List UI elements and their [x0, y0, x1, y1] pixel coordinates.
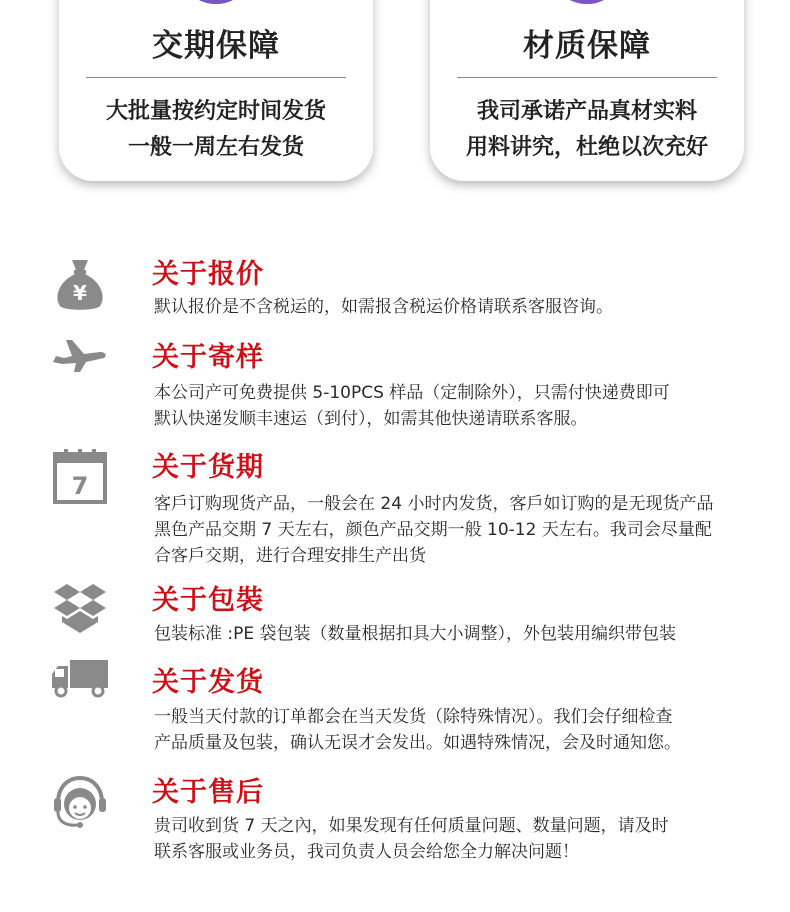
card-divider [457, 77, 717, 78]
calendar-icon [50, 446, 110, 506]
section-title: 关于包裝 [152, 585, 264, 616]
section-line: 默认报价是不含税运的，如需报含税运价格请联系客服咨询。 [154, 297, 613, 317]
section-line: 产品质量及包装，确认无误才会发出。如遇特殊情况，会及时通知您。 [154, 733, 681, 753]
section-title: 关于货期 [152, 452, 264, 483]
section-line: 包装标准 :PE 袋包装（数量根据扣具大小调整），外包装用编织带包装 [154, 624, 677, 644]
section-line: 一般当天付款的订单都会在当天发货（除特殊情况）。我们会仔细检查 [154, 707, 673, 727]
section-title: 关于售后 [152, 777, 264, 808]
section-body [154, 294, 784, 320]
card-title: 材质保障 [523, 28, 651, 64]
section-line: 本公司产可免费提供 5-10PCS 样品（定制除外），只需付快递费即可 [154, 383, 670, 403]
section-body [154, 813, 784, 865]
section-body [154, 380, 784, 432]
card-line: 大批量按约定时间发货 [105, 99, 326, 124]
section-line: 联系客服或业务员，我司负责人员会给您全力解决问题！ [154, 842, 579, 862]
section-body [154, 491, 784, 569]
calendar-number: 7 [71, 472, 89, 500]
money-bag-icon [50, 254, 110, 314]
card-line: 用料讲究，杜绝以次充好 [465, 135, 708, 160]
section-title: 关于报价 [152, 259, 264, 290]
section-body [154, 704, 784, 756]
card-top-circle [181, 0, 251, 4]
customer-service-icon [50, 773, 110, 833]
section-line: 贵司收到货 7 天之內，如果发现有任何质量问题、数量问题，请及时 [154, 816, 669, 836]
section-line: 客戶订购现货产品，一般会在 24 小时内发货，客戶如订购的是无现货产品 [154, 494, 714, 514]
airplane-icon [50, 326, 110, 386]
card-divider [86, 77, 346, 78]
section-line: 默认快递发顺丰速运（到付），如需其他快递请联系客服。 [154, 409, 588, 429]
section-line: 黑色产品交期 7 天左右，颜色产品交期一般 10-12 天左右。我司会尽量配 [154, 520, 712, 540]
delivery-guarantee-card [59, 0, 373, 181]
card-line: 一般一周左右发货 [127, 135, 304, 160]
card-line: 我司承诺产品真材实料 [476, 99, 697, 124]
section-title: 关于发货 [152, 667, 264, 698]
card-top-circle [552, 0, 622, 4]
section-line: 合客戶交期，进行合理安排生产出货 [154, 546, 426, 566]
card-title: 交期保障 [152, 28, 280, 64]
section-body [154, 621, 784, 647]
box-icon [50, 578, 110, 638]
section-title: 关于寄样 [152, 342, 264, 373]
truck-icon [50, 650, 110, 710]
svg-text:¥: ¥ [73, 281, 87, 305]
material-guarantee-card [430, 0, 744, 181]
